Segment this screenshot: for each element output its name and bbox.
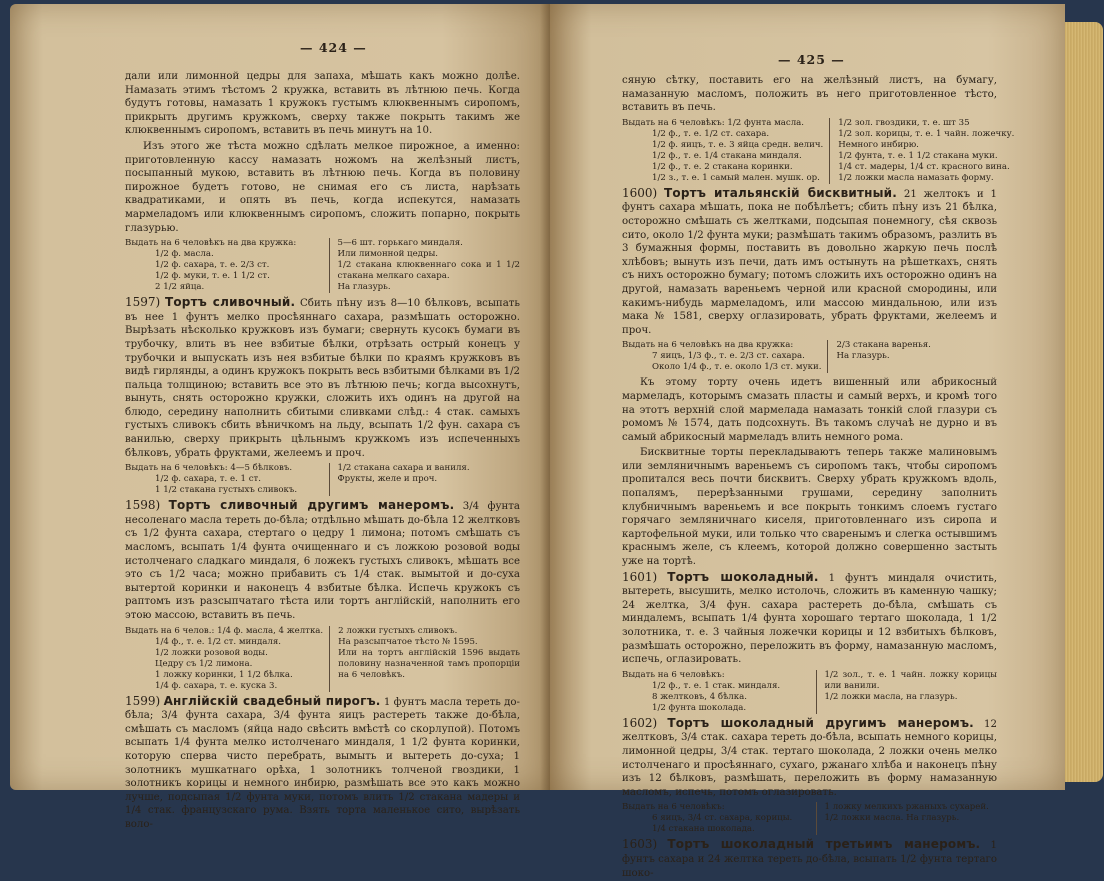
recipe-number: 1597) [125, 295, 161, 310]
serve-table-right-col [817, 670, 998, 714]
serve-line: 1/2 ф. масла. [155, 249, 214, 260]
serve-line: На глазурь. [337, 282, 391, 293]
serve-table-3 [125, 626, 520, 692]
serve-line: 1/2 стакана клюквеннаго сока и 1 1/2 стакана мелкаго сахара. [337, 260, 520, 282]
paragraph-1: Къ этому торту очень идетъ вишенный или абрикосный мармеладъ, которымъ смазать пласты и самый верхъ, и кромѣ того на этотъ верхній слой мармелада намазать тонкій слой глазури съ ромомъ № 1574, дать подсохнуть. Въ такомъ случаѣ не дурно и въ самый абрикосный мармеладъ влить немного рома. [622, 377, 997, 443]
recipe-text: 1 фунтъ миндаля очистить, вытереть, высушить, мелко истолочь, сложить въ каменную чашку; 24 желтка, 3/4 фун. сахара растереть до-бѣла, смѣшать съ миндалемъ, всыпать 1/4 фунта хорошаго тертаго шоколада, 1 1/2 золотника, т. е. 3 чайныя ложечки корицы и 12 взбитыхъ бѣлковъ, размѣшать осторожно, переложить въ форму, намазанную масломъ, испечь, оглазировать. [622, 572, 997, 666]
serve-line: Выдать на 6 человѣкъ на два кружка: [622, 340, 794, 351]
serve-line: Или лимонной цедры. [337, 249, 439, 260]
recipe-title: Тортъ шоколадный третьимъ манеромъ. [667, 837, 981, 852]
serve-line: Выдать на 6 челов.: 1/4 ф. масла, 4 желтка. [125, 625, 324, 636]
recipe-1598 [125, 499, 520, 622]
page-number-right: — 425 — [778, 52, 845, 67]
serve-line: 1 ложку мелкихъ ржаныхъ сухарей. [824, 802, 989, 813]
recipe-text: 1 фунтъ сахара и 24 желтка тереть до-бѣла, всыпать 1/2 фунта тертаго шоко- [622, 840, 997, 879]
recipe-number: 1599) [125, 693, 161, 708]
left-page [10, 4, 550, 830]
recipe-title: Тортъ сливочный. [164, 295, 296, 310]
serve-line: 1 1/2 стакана густыхъ сливокъ. [155, 485, 298, 496]
serve-table-right-col [330, 626, 520, 692]
serve-line: 1/2 ложки масла намазать форму. [838, 172, 994, 183]
serve-line: 1/2 зол., т. е. 1 чайн. ложку корицы или ванили. [824, 669, 997, 691]
recipe-1599 [125, 695, 520, 832]
serve-line: 1/2 ф., т. е. 1 стак. миндаля. [652, 680, 781, 691]
recipe-title: Тортъ шоколадный другимъ манеромъ. [667, 715, 974, 730]
serve-line: 1/2 ложки масла. На глазурь. [824, 813, 960, 824]
recipe-text: 12 желтковъ, 3/4 стак. сахара тереть до-бѣла, всыпать немного корицы, лимонной цедры, 3/4 стак. тертаго шоколада, 2 ложки очень мелко истолченаго и просѣяннаго, сухаго, ржанаго хлѣба и наконецъ пѣну изъ 12 бѣлковъ, размѣшать, переложить въ форму намазанную масломъ, испечь, потомъ оглазировать. [622, 718, 997, 798]
serve-line: 1/4 ф., т. е. 1/2 ст. миндаля. [155, 636, 282, 647]
recipe-1603 [622, 838, 997, 880]
serve-table-left-col [622, 802, 817, 835]
recipe-title: Тортъ сливочный другимъ манеромъ. [168, 498, 455, 513]
recipe-number: 1603) [622, 837, 658, 852]
serve-line: 1/2 фунта шоколада. [652, 702, 747, 713]
recipe-title: Тортъ шоколадный. [667, 569, 819, 584]
serve-line: 1/2 ф. яицъ, т. е. 3 яйца средн. велич. [652, 139, 824, 150]
serve-line: 2 1/2 яйца. [155, 282, 205, 293]
serve-table-right-col [830, 118, 1014, 184]
serve-table-2 [125, 463, 520, 496]
recipe-number: 1598) [125, 498, 161, 513]
serve-table-1 [125, 238, 520, 293]
page-edges [1065, 22, 1103, 782]
serve-line: Цедру съ 1/2 лимона. [155, 658, 253, 669]
serve-table-right-col [330, 238, 521, 293]
serve-line: 6 яицъ, 3/4 ст. сахара, корицы. [652, 813, 793, 824]
serve-line: 1/2 ложки розовой воды. [155, 647, 268, 658]
serve-table-right-col [817, 802, 998, 835]
serve-line: 1/2 ф. муки, т. е. 1 1/2 ст. [155, 271, 270, 282]
serve-table-left-col [125, 463, 330, 496]
recipe-1601 [622, 571, 997, 667]
page-number-left: — 424 — [300, 40, 367, 55]
serve-table-left-col [622, 670, 817, 714]
serve-table-left-col [622, 118, 830, 184]
serve-line: 7 яицъ, 1/3 ф., т. е. 2/3 ст. сахара. [652, 351, 805, 362]
serve-table-1 [622, 117, 1015, 184]
serve-line: 1/2 ф., т. е. 1/2 ст. сахара. [652, 128, 770, 139]
serve-table-2 [622, 340, 997, 373]
serve-line: Выдать на 6 человѣкъ на два кружка: [125, 238, 297, 249]
right-page-text [622, 74, 1015, 881]
serve-line: 1/2 ф., т. е. 2 стакана коринки. [652, 161, 793, 172]
open-book [10, 4, 1100, 879]
serve-table-left-col [125, 238, 330, 293]
serve-table-3 [622, 670, 997, 714]
serve-line: 1/4 ф. сахара, т. е. куска 3. [155, 680, 278, 691]
recipe-1597 [125, 296, 520, 460]
left-page-text [125, 70, 520, 833]
serve-line: На глазурь. [836, 351, 890, 362]
serve-line: Выдать на 6 человѣкъ: [622, 802, 725, 813]
serve-line: Выдать на 6 человѣкъ: 1/2 фунта масла. [622, 117, 805, 128]
recipe-text: Сбить пѣну изъ 8—10 бѣлковъ, всыпать въ нее 1 фунтъ мелко просѣяннаго сахара, размѣшать осторожно. Вырѣзать нѣсколько кружковъ изъ бумаги; свернуть кусокъ бумаги въ трубочку, влить въ нее взбитые бѣлки, отрѣзать острый конецъ у трубочки и выпускать изъ нея взбитые бѣлки по краямъ кружковъ въ видѣ гирлянды, а одинъ кружокъ покрыть весь взбитыми бѣлками въ 1/2 пальца толщиною; вставить все это въ лѣтнюю печь; когда высохнутъ, вынуть, снять осторожно кружки, сложить ихъ одинъ на другой на блюдо, середину наполнить сбитыми сливками слѣд.: 4 стак. самыхъ густыхъ сливокъ сбить вѣничкомъ на льду, всыпать 1/2 фун. сахара съ ванилью, сверху прикрыть цѣльнымъ кружкомъ изъ испеченныхъ бѣлковъ, убрать фруктами, желеемъ и проч. [125, 298, 520, 459]
recipe-1602 [622, 717, 997, 800]
serve-line: Выдать на 6 человѣкъ: [622, 669, 725, 680]
serve-table-right-col [330, 463, 521, 496]
right-page [550, 4, 1065, 879]
serve-line: 1/2 ф. сахара, т. е. 2/3 ст. [155, 260, 270, 271]
serve-line: Или на тортъ англійскій 1596 выдать половину назначенной тамъ пропорціи на 6 человѣкъ. [338, 647, 520, 680]
serve-line: 1/2 ф., т. е. 1/4 стакана миндаля. [652, 150, 802, 161]
recipe-text: 1 фунтъ масла тереть до-бѣла; 3/4 фунта сахара, 3/4 фунта яицъ растереть также до-бѣла, смѣшать съ масломъ (яйца надо свѣсить вмѣстѣ со скорлупой). Потомъ всыпать 1/4 фунта мелко истолченаго миндаля, 1 1/2 фунта коринки, которую сперва чисто перебрать, вымыть и вытереть до-суха; 1 золотникъ мушкатнаго орѣха, 1 золотникъ толченой гвоздики, 1 золотникъ корицы и немного инбирю, размѣшать все это какъ можно лучше, подсыпая 1/2 фунта муки, потомъ влить 1/2 стакана мадеры и 1/4 стак. французскаго рума. Взять торта маленькое сито, вырѣзать воло- [125, 696, 521, 830]
intro-paragraph: дали или лимонной цедры для запаха, мѣшать какъ можно долѣе. Намазать этимъ тѣстомъ 2 кружка, вставить въ лѣтнюю печь. Когда будутъ готовы, намазать 1 кружокъ густымъ клюквеннымъ сиропомъ, прикрыть другимъ кружкомъ, сверху также покрыть такимъ же клюквеннымъ сиропомъ, вставить въ печь минутъ на 10. [125, 71, 520, 137]
serve-table-4 [622, 802, 997, 835]
recipe-1600 [622, 187, 997, 338]
serve-line: 1/2 стакана сахара и ваниля. [337, 463, 470, 474]
serve-line: 1/2 зол. гвоздики, т. е. шт 35 [838, 117, 970, 128]
serve-line: 5—6 шт. горькаго миндаля. [337, 238, 463, 249]
recipe-number: 1601) [622, 569, 658, 584]
recipe-title: Англійскій свадебный пирогъ. [163, 693, 381, 708]
recipe-text: 21 желтокъ и 1 фунтъ сахара мѣшать, пока не побѣлѣетъ; сбить пѣну изъ 21 бѣлка, осторожно смѣшать съ желтками, подсыпая понемногу, сѣя сквозь сито, около 1/2 фунта муки; размѣшать такимъ образомъ, разлить въ 3 бумажныя формы, поставить въ довольно жаркую печь послѣ хлѣбовъ; вынуть изъ печи, дать имъ остынуть на рѣшеткахъ, снять съ нихъ осторожно бумагу; потомъ сложить ихъ осторожно одинъ на другой, намазать вареньемъ черной или красной смородины, или какимъ-нибудь мармеладомъ, или массою миндальною, или изъ мака № 1581, сверху оглазировать, убрать фруктами, желеемъ и проч. [622, 188, 997, 336]
serve-line: 1 ложку коринки, 1 1/2 бѣлка. [155, 669, 293, 680]
serve-line: Выдать на 6 человѣкъ: 4—5 бѣлковъ. [125, 463, 293, 474]
paragraph-2: Бисквитные торты перекладываютъ теперь также малиновымъ или земляничнымъ вареньемъ съ сиропомъ такъ, чтобы сиропомъ пропитался весь почти бисквитъ. Сверху убрать кружкомъ вдоль, попалямъ, перерѣзанными грушами, середину заполнить клубничнымъ вареньемъ и все покрыть тонкимъ слоемъ густаго горячаго земляничнаго киселя, приготовленнаго изъ сиропа и картофельной муки, или только что сваренымъ и слегка остывшимъ краснымъ желе, съ клеемъ, которой должно совершенно застыть уже на тортѣ. [622, 447, 997, 568]
recipe-text: 3/4 фунта несоленаго масла тереть до-бѣла; отдѣльно мѣшать до-бѣла 12 желтковъ съ 1/2 фунта сахара, стертаго о цедру 1 лимона; потомъ смѣшать съ масломъ, всыпать 1/4 фунта очищеннаго и съ ложкою розовой воды истолченаго сладкаго миндаля, 6 ложекъ густыхъ сливокъ, мѣшать все это съ 1/2 часа; можно прибавить съ 1/4 стак. вымытой и до-суха вытертой коринки и наконецъ 4 взбитые бѣлка. Испечь кружокъ съ раптомъ изъ разсыпчатаго тѣста или тортъ англійскій, наполнить его этою массою, вставить въ печь. [125, 501, 520, 621]
serve-line: 1/4 стакана шоколада. [652, 824, 755, 835]
serve-table-right-col [828, 340, 997, 373]
serve-line: 2/3 стакана варенья. [836, 340, 931, 351]
serve-line: 1/2 з., т. е. 1 самый мален. мушк. ор. [652, 172, 820, 183]
serve-table-left-col [622, 340, 828, 373]
serve-line: 1/2 зол. корицы, т. е. 1 чайн. ложечку. [838, 128, 1015, 139]
serve-line: Около 1/4 ф., т. е. около 1/3 ст. муки. [652, 362, 822, 373]
serve-line: 2 ложки густыхъ сливокъ. [338, 625, 458, 636]
recipe-number: 1600) [622, 185, 658, 200]
serve-line: 1/2 ложки масла, на глазурь. [824, 691, 958, 702]
recipe-title: Тортъ итальянскій бисквитный. [664, 185, 898, 200]
serve-line: 1/2 ф. сахара, т. е. 1 ст. [155, 474, 262, 485]
recipe-number: 1602) [622, 715, 658, 730]
serve-line: 1/4 ст. мадеры, 1/4 ст. красного вина. [838, 161, 1010, 172]
intro-paragraph-2: Изъ этого же тѣста можно сдѣлать мелкое пирожное, а именно: приготовленную кассу намазать ножомъ на желѣзный листъ, посыпанный мукою, вставить въ лѣтнюю печь. Когда въ половину пирожное будетъ готово, не снимая его съ листа, нарѣзать квадратиками, и опять въ печь, когда испекутся, намазать мармеладомъ или клюквеннымъ сиропомъ, сложить попарно, покрыть глазурью. [125, 140, 520, 234]
serve-line: 1/2 фунта, т. е. 1 1/2 стакана муки. [838, 150, 998, 161]
serve-line: На разсыпчатое тѣсто № 1595. [338, 636, 478, 647]
serve-line: 8 желтковъ, 4 бѣлка. [652, 691, 747, 702]
intro-paragraph: сяную сѣтку, поставить его на желѣзный листъ, на бумагу, намазанную масломъ, положить въ него приготовленное тѣсто, вставить въ печь. [622, 75, 997, 114]
serve-table-left-col [125, 626, 330, 692]
serve-line: Фрукты, желе и проч. [337, 474, 438, 485]
serve-line: Немного инбирю. [838, 139, 919, 150]
